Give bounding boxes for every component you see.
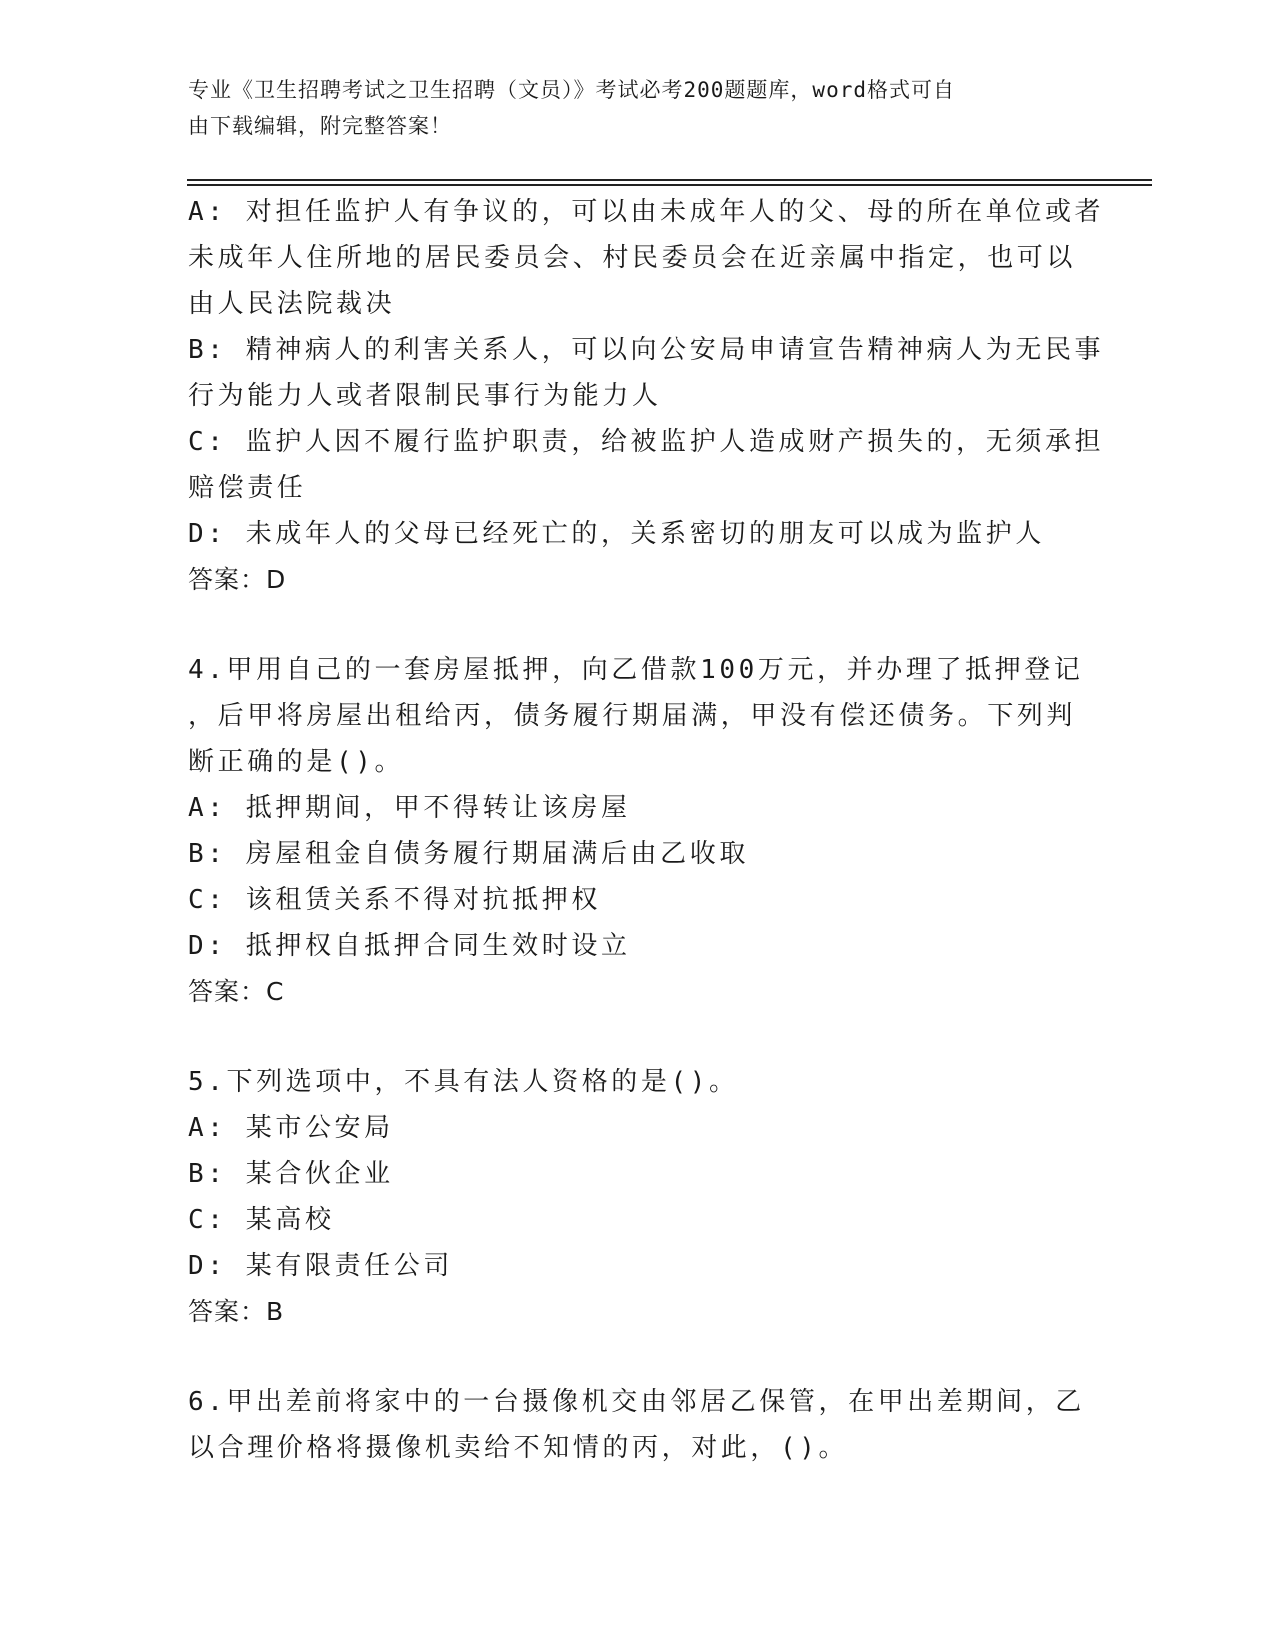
question-spacer <box>188 603 1078 647</box>
header-divider-bottom <box>187 184 1152 186</box>
option-line: 赔偿责任 <box>188 473 307 503</box>
document-header <box>188 72 1088 144</box>
option-line: 行为能力人或者限制民事行为能力人 <box>188 381 662 411</box>
question-4 <box>188 647 1084 1015</box>
stem-line: 断正确的是()。 <box>188 747 405 777</box>
question-6 <box>188 1379 1085 1471</box>
answer-label: 答案：C <box>188 977 285 1006</box>
option-line: B: 精神病人的利害关系人，可以向公安局申请宣告精神病人为无民事 <box>188 335 1105 365</box>
option-a: A: 抵押期间，甲不得转让该房屋 <box>188 793 631 823</box>
option-line: A: 对担任监护人有争议的，可以由未成年人的父、母的所在单位或者 <box>188 197 1105 227</box>
option-d: D: 某有限责任公司 <box>188 1251 453 1281</box>
option-c <box>188 419 1105 511</box>
question-spacer <box>188 1335 1078 1379</box>
option-a <box>188 189 1105 327</box>
stem-line: ，后甲将房屋出租给丙，债务履行期届满，甲没有偿还债务。下列判 <box>188 701 1077 731</box>
question-stem <box>188 647 1084 785</box>
option-c: C: 某高校 <box>188 1205 335 1235</box>
option-line: 由人民法院裁决 <box>188 289 396 319</box>
answer-label: 答案：B <box>188 1297 285 1326</box>
option-b: B: 某合伙企业 <box>188 1159 394 1189</box>
stem-line: 以合理价格将摄像机卖给不知情的丙，对此，()。 <box>188 1433 849 1463</box>
question-stem <box>188 1379 1085 1471</box>
option-line: C: 监护人因不履行监护职责，给被监护人造成财产损失的，无须承担 <box>188 427 1105 457</box>
question-3 <box>188 189 1105 603</box>
header-line-1: 专业《卫生招聘考试之卫生招聘（文员）》考试必考200题题库，word格式可自 <box>188 78 955 102</box>
option-a: A: 某市公安局 <box>188 1113 394 1143</box>
option-line: 未成年人住所地的居民委员会、村民委员会在近亲属中指定，也可以 <box>188 243 1077 273</box>
stem-line: 4.甲用自己的一套房屋抵押，向乙借款100万元，并办理了抵押登记 <box>188 655 1084 685</box>
question-spacer <box>188 1015 1078 1059</box>
header-line-2: 由下载编辑，附完整答案！ <box>188 114 452 138</box>
option-c: C: 该租赁关系不得对抗抵押权 <box>188 885 601 915</box>
answer-label: 答案：D <box>188 565 287 594</box>
option-d: D: 抵押权自抵押合同生效时设立 <box>188 931 631 961</box>
header-divider-top <box>187 179 1152 181</box>
question-5 <box>188 1059 1078 1335</box>
question-stem: 5.下列选项中，不具有法人资格的是()。 <box>188 1067 739 1097</box>
stem-line: 6.甲出差前将家中的一台摄像机交由邻居乙保管，在甲出差期间，乙 <box>188 1387 1085 1417</box>
option-b <box>188 327 1105 419</box>
option-b: B: 房屋租金自债务履行期届满后由乙收取 <box>188 839 749 869</box>
document-body <box>188 189 1105 1471</box>
option-d: D: 未成年人的父母已经死亡的，关系密切的朋友可以成为监护人 <box>188 519 1045 549</box>
